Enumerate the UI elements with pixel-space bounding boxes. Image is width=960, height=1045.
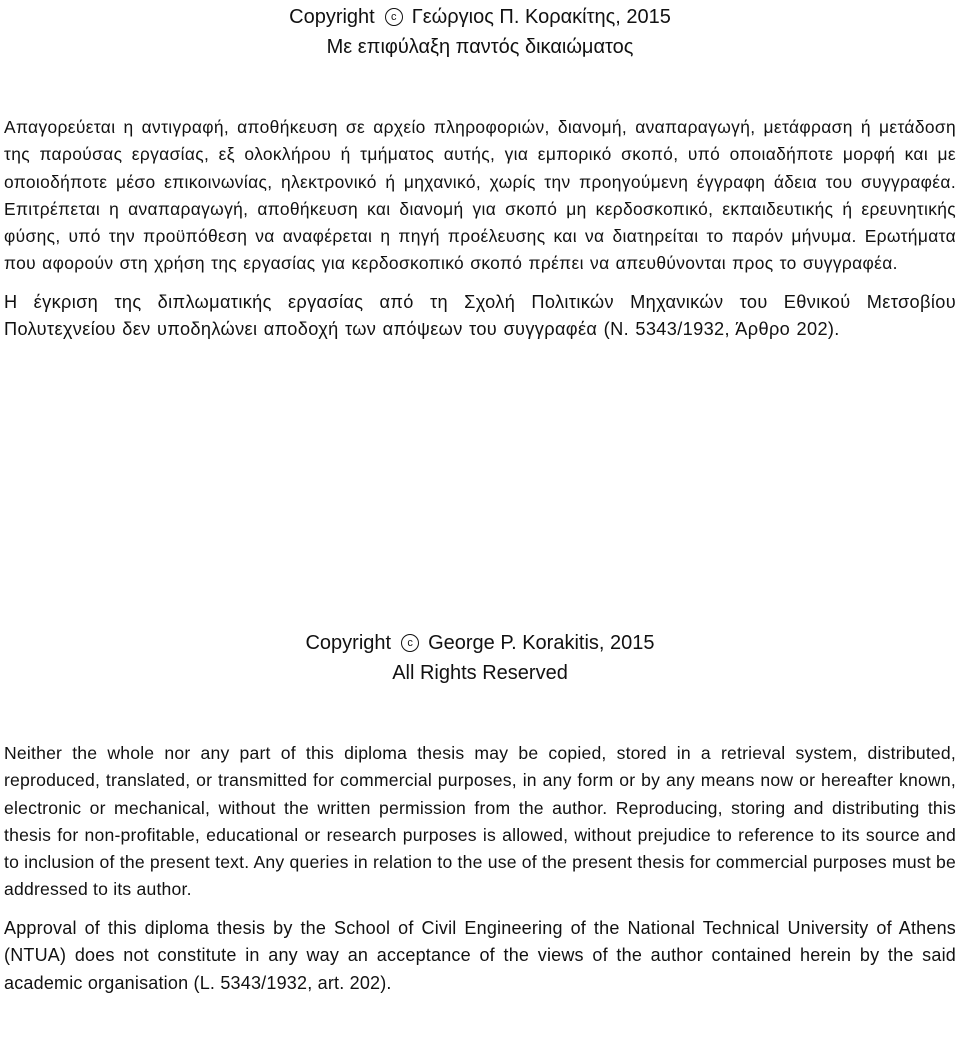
english-paragraph-2: Approval of this diploma thesis by the School of Civil Engineering of the National Technical University of Athens (NTUA) does not constitute in any way an acceptance of the views of the author contained herein by the said academic organisation (L. 5343/1932, art. 202). [4,917,956,993]
english-copyright-line [4,628,956,658]
english-copyright-section [4,628,956,997]
english-copyright-prefix: Copyright [305,632,392,654]
copyright-icon: c [401,634,419,652]
english-rights-reserved: All Rights Reserved [392,662,568,684]
copyright-icon: c [385,8,403,26]
greek-paragraph-1: Απαγορεύεται η αντιγραφή, αποθήκευση σε αρχείο πληροφοριών, διανομή, αναπαραγωγή, μετάφραση ή μετάδοση της παρούσας εργασίας, εξ ολοκλήρου ή τμήματος αυτής, για εμπορικό σκοπό, υπό οποιαδήποτε μορφή και με οποιοδήποτε μέσο επικοινωνίας, ηλεκτρονικό ή μηχανικό, χωρίς την προηγούμενη έγγραφη άδεια του συγγραφέα. Επιτρέπεται η αναπαραγωγή, αποθήκευση και διανομή για σκοπό μη κερδοσκοπικό, εκπαιδευτικής ή ερευνητικής φύσης, υπό την προϋπόθεση να αναφέρεται η πηγή προέλευσης και να διατηρείται το παρόν μήνυμα. Ερωτήματα που αφορούν στη χρήση της εργασίας για κερδοσκοπικό σκοπό πρέπει να απευθύνονται προς το συγγραφέα. [4,117,956,274]
greek-copyright-owner: Γεώργιος Π. Κορακίτης, 2015 [411,6,671,28]
greek-copyright-prefix: Copyright [289,6,375,28]
greek-rights-reserved: Με επιφύλαξη παντός δικαιώματος [326,36,634,58]
greek-copyright-line [4,2,956,32]
greek-paragraph-2: Η έγκριση της διπλωματικής εργασίας από τη Σχολή Πολιτικών Μηχανικών του Εθνικού Μετσοβίου Πολυτεχνείου δεν υποδηλώνει αποδοχή των απόψεων του συγγραφέα (Ν. 5343/1932, Άρθρο 202). [4,291,956,340]
english-paragraph-1: Neither the whole nor any part of this diploma thesis may be copied, stored in a retrieval system, distributed, reproduced, translated, or transmitted for commercial purposes, in any form or by any means now or hereafter known, electronic or mechanical, without the written permission from the author. Reproducing, storing and distributing this thesis for non-profitable, educational or research purposes is allowed, without prejudice to reference to its source and to inclusion of the present text. Any queries in relation to the use of the present thesis for commercial purposes must be addressed to its author. [4,743,956,900]
english-copyright-owner: George P. Korakitis, 2015 [428,632,655,654]
greek-copyright-section [4,2,956,344]
